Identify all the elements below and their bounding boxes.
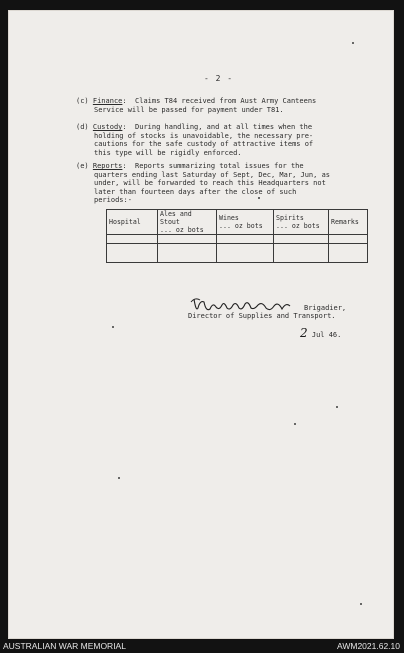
footer-accession-number: AWM2021.62.10 xyxy=(337,641,400,651)
report-table xyxy=(106,209,368,263)
header-unit: ... oz bots xyxy=(276,222,320,230)
paper-speck xyxy=(112,326,114,328)
paragraph-first-line: : Claims T84 received from Aust Army Canteens xyxy=(122,97,317,105)
header-label: Wines xyxy=(219,214,239,222)
table-row xyxy=(107,235,368,244)
signatory-rank: Brigadier, xyxy=(304,304,347,312)
header-label: Spirits xyxy=(276,214,304,222)
paper-speck xyxy=(336,406,338,408)
paragraph-body: Service will be passed for payment under T81. xyxy=(94,105,284,114)
header-label: Stout xyxy=(160,218,180,226)
paper-speck xyxy=(118,477,120,479)
header-ales-stout xyxy=(158,210,217,235)
paper-speck xyxy=(294,423,296,425)
paper-speck xyxy=(258,197,260,199)
paragraph-label: Finance xyxy=(92,97,123,105)
document-page xyxy=(8,10,394,639)
signatory-title: Director of Supplies and Transport. xyxy=(188,312,336,320)
paragraph-body: holding of stocks is unavoidable, the necessary pre- cautions for the safe custody of attractive items of this type will be rigidly enforced. xyxy=(94,131,314,157)
header-spirits xyxy=(274,210,329,235)
signature-date xyxy=(300,326,341,340)
header-label: Remarks xyxy=(331,218,359,226)
paper-speck xyxy=(360,603,362,605)
page-number: - 2 - xyxy=(204,74,234,83)
signature-block xyxy=(188,296,388,346)
paragraph-marker: (d) xyxy=(76,123,89,131)
header-wines xyxy=(217,210,274,235)
paragraph-custody xyxy=(76,123,382,157)
paper-speck xyxy=(352,42,354,44)
table-row xyxy=(107,244,368,263)
header-label: Hospital xyxy=(109,218,141,226)
date-handwritten: 2 xyxy=(300,326,308,340)
paragraph-marker: (c) xyxy=(76,97,89,105)
header-label: Ales and xyxy=(160,210,192,218)
paragraph-finance xyxy=(76,97,382,114)
paragraph-marker: (e) xyxy=(76,162,89,170)
header-unit: ... oz bots xyxy=(160,226,204,234)
paragraph-first-line: : Reports summarizing total issues for the xyxy=(122,162,304,170)
header-unit: ... oz bots xyxy=(219,222,263,230)
table-header-row xyxy=(107,210,368,235)
paragraph-first-line: : During handling, and at all times when the xyxy=(122,123,313,131)
paragraph-label: Custody xyxy=(92,123,123,131)
paragraph-body: quarters ending last Saturday of Sept, Dec, Mar, Jun, as under, will be forwarded to reach this Headquarters not later than fourteen days after the close of such periods:- xyxy=(94,170,331,205)
paragraph-reports xyxy=(76,162,382,205)
archive-footer xyxy=(0,639,404,653)
date-typed: Jul 46. xyxy=(311,331,342,339)
header-hospital xyxy=(107,210,158,235)
header-remarks xyxy=(329,210,368,235)
paragraph-label: Reports xyxy=(92,162,123,170)
footer-institution: AUSTRALIAN WAR MEMORIAL xyxy=(3,641,126,651)
